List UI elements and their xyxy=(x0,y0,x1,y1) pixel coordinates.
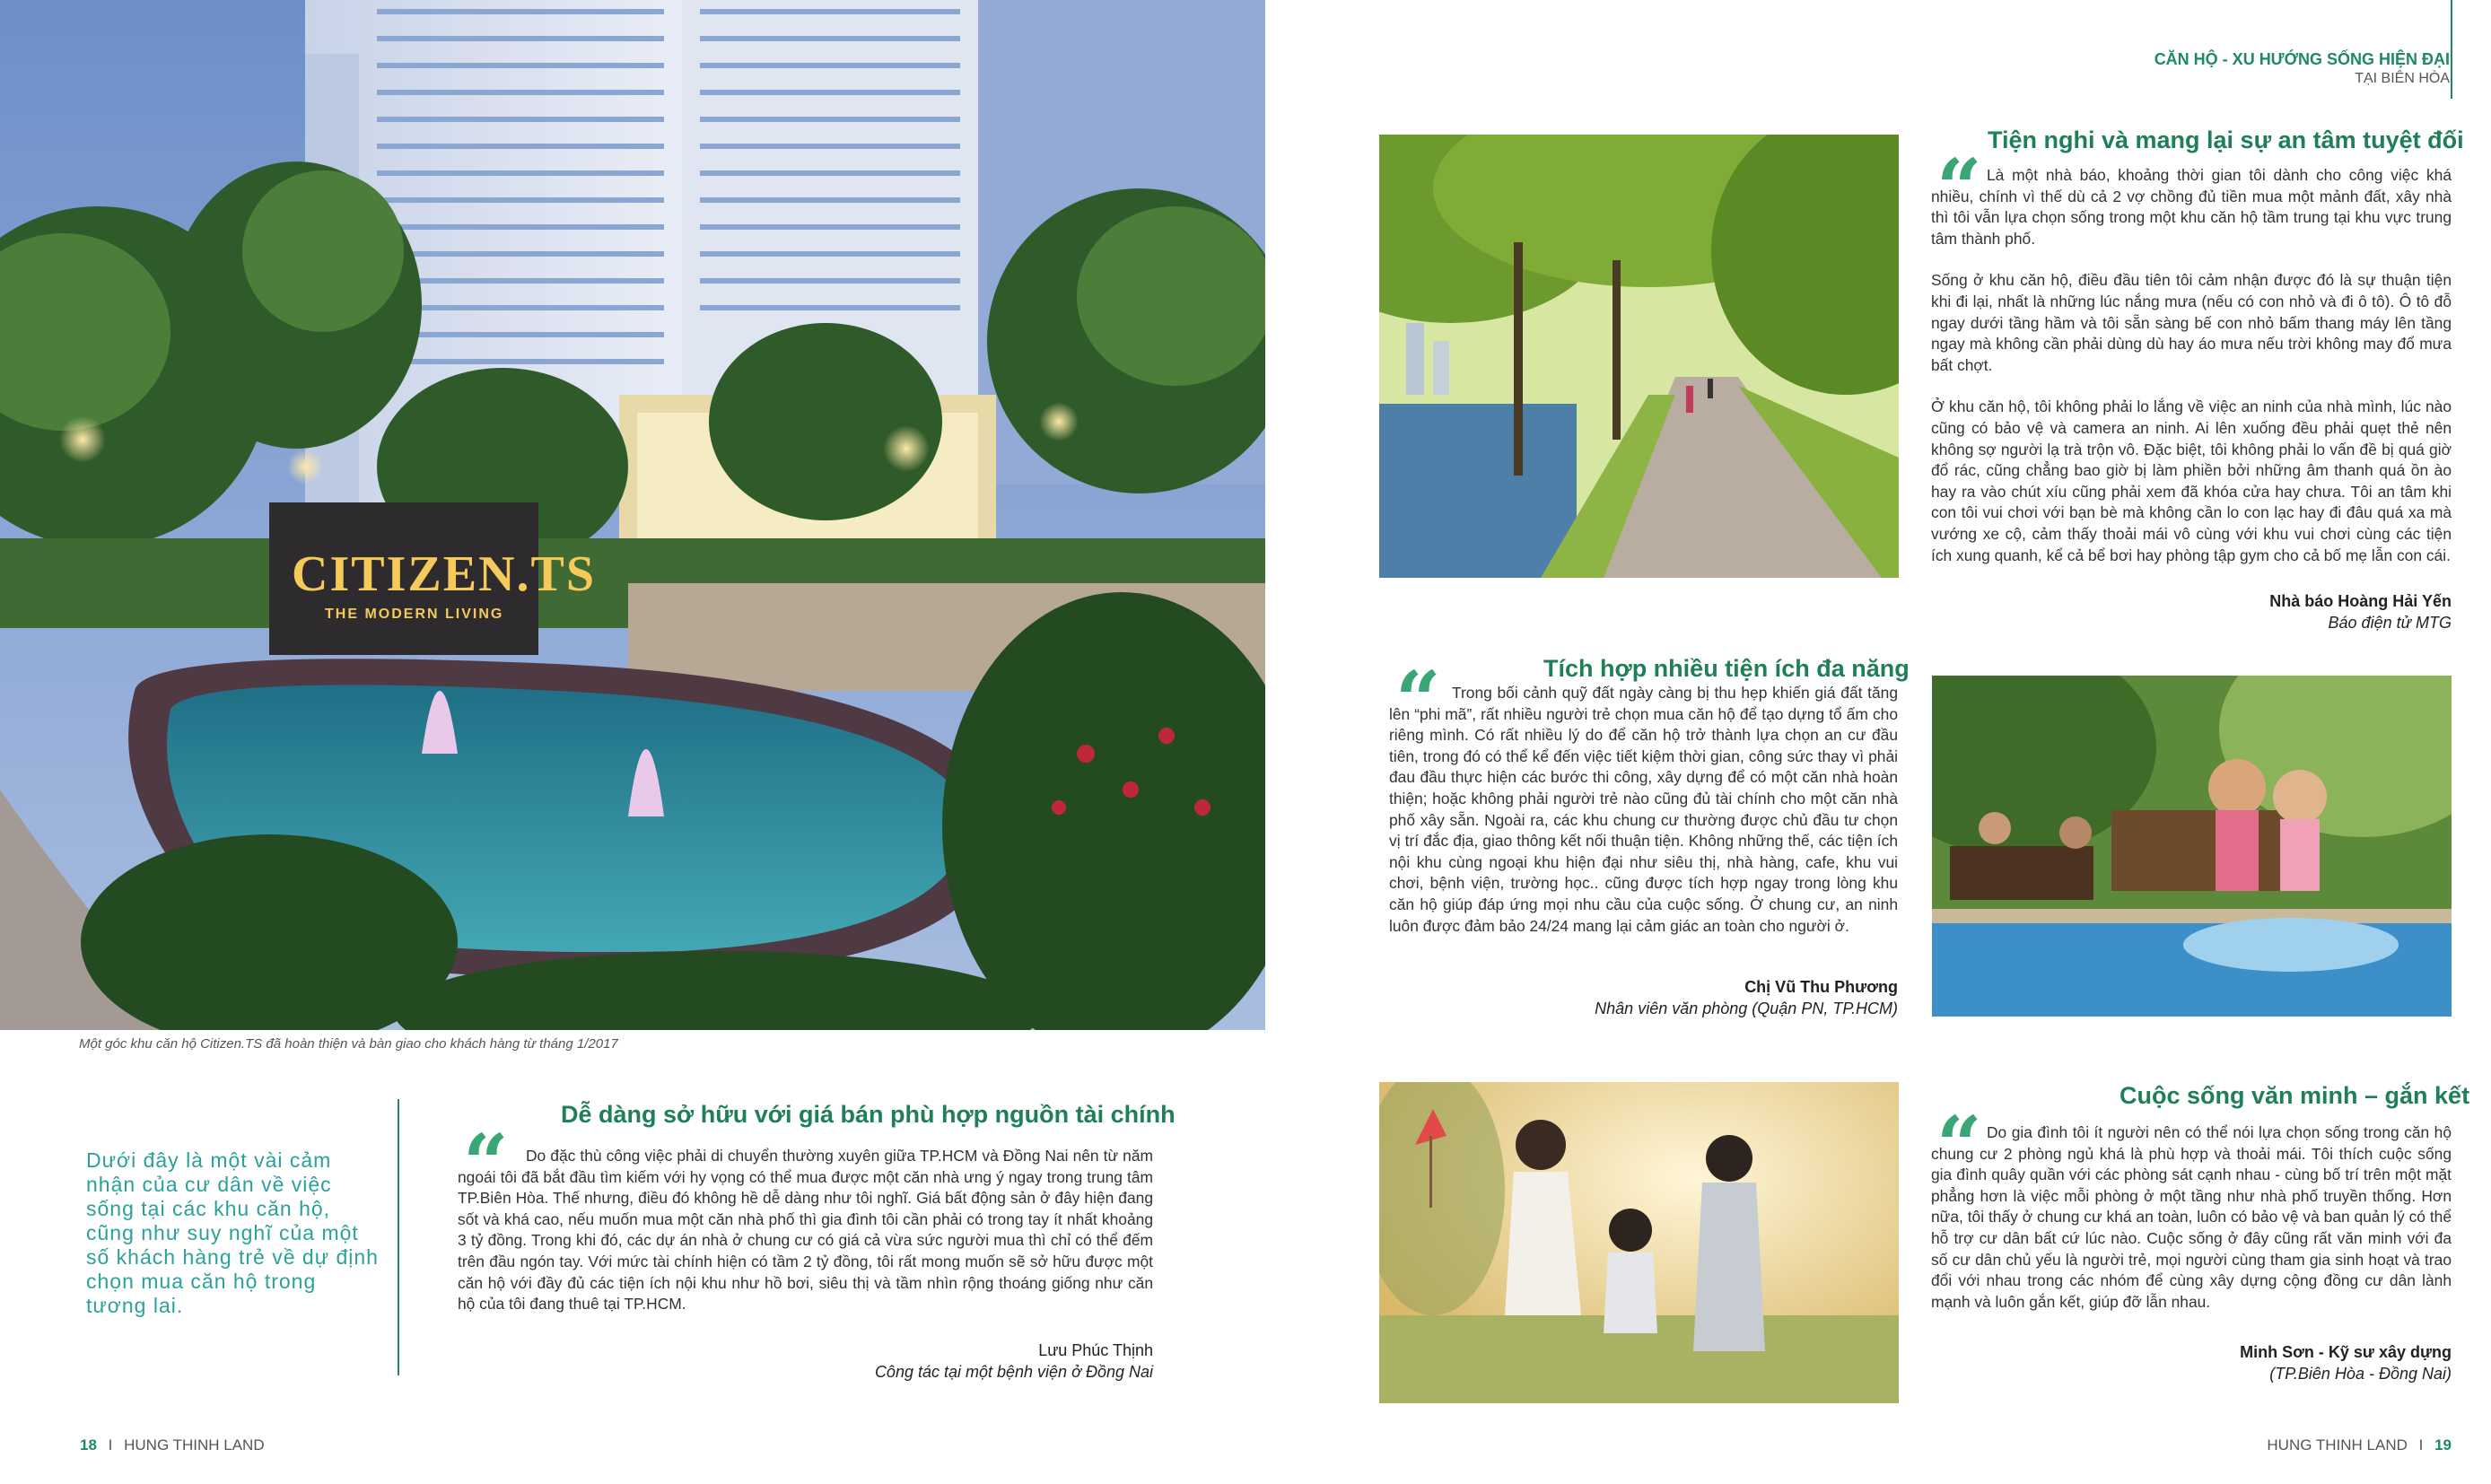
article4-author xyxy=(2019,1341,2452,1384)
footer-right-separator: I xyxy=(2418,1436,2424,1453)
article1-body xyxy=(458,1146,1153,1336)
intro-text: Dưới đây là một vài cảm nhận của cư dân về việc sống tại các khu căn hộ, cũng như suy nghĩ của một số khách hàng trẻ về dự định chọn mua căn hộ trong tương lai. xyxy=(86,1148,379,1317)
hero-photo xyxy=(0,0,1265,1030)
article1-quote-icon: “ xyxy=(463,1116,509,1209)
footer-left xyxy=(80,1436,265,1454)
article3-quote-icon: “ xyxy=(1395,653,1441,746)
footer-left-separator: I xyxy=(108,1436,113,1453)
article2-author-role: Báo điện tử MTG xyxy=(2328,614,2452,632)
article2-heading: Tiện nghi và mang lại sự an tâm tuyệt đối xyxy=(1988,127,2464,153)
article3-body xyxy=(1389,683,1898,957)
article1-author xyxy=(709,1340,1153,1383)
article4-quote-icon: “ xyxy=(1936,1098,1982,1192)
article2-paragraph-1: Là một nhà báo, khoảng thời gian tôi dành cho công việc khá nhiều, chính vì thế dù cả 2 vợ chồng đủ tiền mua một mảnh đất, xây nhà thì tôi vẫn lựa chọn sống trong một khu căn hộ tầm trung tại khu vực trung tâm thành phố. xyxy=(1931,166,2452,248)
article2-paragraph-3: Ở khu căn hộ, tôi không phải lo lắng về việc an ninh của nhà mình, lúc nào cũng có bảo vệ và camera an ninh. Ai lên xuống đều phải quẹt thẻ nên không sợ người lạ trà trộn vô. Đặc biệt, tôi không phải lo vấn đề bị quá giờ đổ rác, cũng chẳng bao giờ bị làm phiền bởi những âm thanh quá ồn ào hay ra vào chút xíu cũng phải xem đã khóa cửa hay chưa. Tôi an tâm khi con tôi vui chơi với bạn bè mà không cần lo con lạc hay đi đâu quá xa mà vướng xe cộ, cảm thấy thoải mái vô cùng với khu vui chơi cùng các tiện ích xung quanh, kể cả bể bơi hay phòng tập gym cho cả bố mẹ lẫn con cái. xyxy=(1931,397,2452,564)
hero-sign-subtext: THE MODERN LIVING xyxy=(325,607,504,622)
header-title: CĂN HỘ - XU HƯỚNG SỐNG HIỆN ĐẠI xyxy=(2154,50,2450,68)
article3-author xyxy=(1472,976,1898,1019)
article4-body xyxy=(1931,1122,2452,1333)
footer-left-page: 18 xyxy=(80,1436,97,1453)
article1-paragraph: Do đặc thù công việc phải di chuyển thường xuyên giữa TP.HCM và Đồng Nai nên từ năm ngoái tôi đã bắt đầu tìm kiếm với hy vọng có thể mua được một căn nhà ưng ý ngay trong trung tâm TP.Biên Hòa. Thế nhưng, điều đó không hề dễ dàng như tôi nghĩ. Giá bất động sản ở đây hiện đang sốt và khá cao, nếu muốn mua một căn nhà phố thì gia đình tôi cần phải có trong tay ít nhất khoảng 3 tỷ đồng. Trong khi đó, các dự án nhà ở chung cư có giá cả vừa sức người mua thì chỉ có thể đếm trên đầu ngón tay. Với mức tài chính hiện có tầm 2 tỷ đồng, tôi rất mong muốn sẽ sở hữu được một căn hộ với đầy đủ các tiện ích nội khu như hồ bơi, siêu thị và tầm nhìn rộng thoáng giống như căn hộ của tôi đang thuê tại TP.HCM. xyxy=(458,1147,1153,1314)
article1-author-role: Công tác tại một bệnh viện ở Đồng Nai xyxy=(874,1363,1153,1381)
article4-author-role: (TP.Biên Hòa - Đồng Nai) xyxy=(2269,1365,2452,1383)
article2-paragraph-2: Sống ở khu căn hộ, điều đầu tiên tôi cảm nhận được đó là sự thuận tiện khi đi lại, nhất là những lúc nắng mưa (nếu có con nhỏ và đi ô tô). Ô tô đỗ ngay dưới tầng hầm và tôi sẵn sàng bế con nhỏ bấm thang máy lên tầng ngay mà không cần phải dùng dù hay áo mưa nếu trời không may đổ mưa bất chợt. xyxy=(1931,271,2452,374)
article2-author xyxy=(2019,590,2452,633)
footer-right xyxy=(2267,1436,2452,1454)
article2-body xyxy=(1931,165,2452,587)
article1-author-name: Lưu Phúc Thịnh xyxy=(1038,1341,1153,1359)
family-photo xyxy=(1379,1082,1899,1403)
footer-left-brand: HUNG THINH LAND xyxy=(124,1436,265,1453)
article3-paragraph: Trong bối cảnh quỹ đất ngày càng bị thu hẹp khiến giá đất tăng lên “phi mã”, rất nhiều người trẻ chọn mua căn hộ để tạo dựng tổ ấm cho riêng mình. Có rất nhiều lý do để căn hộ trở thành lựa chọn an cư đầu tiên, trong đó có thể kể đến việc tiết kiệm thời gian, công sức thay vì phải đau đầu thực hiện các bước thi công, xây dựng để có một căn nhà hoàn thiện; hoặc không phải người trẻ nào cũng đủ tài chính cho một căn nhà phố xây sẵn. Ngoài ra, các khu chung cư thường được chủ đầu tư chọn vị trí đắc địa, giao thông kết nối thuận tiện. Không những thế, các tiện ích nội khu cùng ngoại khu hiện đại như siêu thị, nhà hàng, cafe, khu vui chơi, bệnh viện, trường học.. cũng được tích hợp ngay trong lòng khu căn hộ giúp đáp ứng mọi nhu cầu của cuộc sống. Ở chung cư, an ninh luôn được đảm bảo 24/24 mang lại cảm giác an toàn cho người ở. xyxy=(1389,684,1898,935)
article3-author-role: Nhân viên văn phòng (Quận PN, TP.HCM) xyxy=(1595,1000,1898,1017)
article3-author-name: Chị Vũ Thu Phương xyxy=(1744,978,1898,996)
article4-author-name: Minh Sơn - Kỹ sư xây dựng xyxy=(2240,1343,2452,1361)
footer-right-brand: HUNG THINH LAND xyxy=(2267,1436,2408,1453)
footer-right-page: 19 xyxy=(2434,1436,2452,1453)
article3-heading: Tích hợp nhiều tiện ích đa năng xyxy=(1543,655,1910,682)
pool-kids-photo xyxy=(1932,676,2452,1017)
header-subtitle: TẠI BIÊN HÒA xyxy=(2355,71,2450,86)
park-photo xyxy=(1379,135,1899,578)
intro-divider xyxy=(398,1099,399,1375)
header-divider xyxy=(2451,0,2452,99)
hero-caption: Một góc khu căn hộ Citizen.TS đã hoàn thiện và bàn giao cho khách hàng từ tháng 1/2017 xyxy=(79,1036,618,1052)
article4-paragraph: Do gia đình tôi ít người nên có thể nói lựa chọn sống trong căn hộ chung cư 2 phòng ngủ khá là phù hợp và thoải mái. Tôi thích cuộc sống gia đình quây quần với các phòng sát cạnh nhau - cùng bố trí trên một mặt phẳng hơn là việc mỗi phòng ở một tầng như nhà phố truyền thống. Hơn nữa, tôi thấy ở chung cư khá an toàn, luôn có bảo vệ và ban quản lý có thể hỗ trợ cư dân bất cứ lúc nào. Cuộc sống ở đây cũng rất văn minh với đa số cư dân chủ yếu là người trẻ, mọi người cùng tham gia sinh hoạt và trao đổi với nhau trong các nhóm để cùng xây dựng cộng đồng cư dân lành mạnh và luôn gắn kết, giúp đỡ lẫn nhau. xyxy=(1931,1123,2452,1311)
article4-heading: Cuộc sống văn minh – gắn kết xyxy=(2120,1082,2470,1109)
hero-sign-text: CITIZEN.TS xyxy=(292,546,597,602)
article2-quote-icon: “ xyxy=(1936,141,1982,234)
article1-heading: Dễ dàng sở hữu với giá bán phù hợp nguồn tài chính xyxy=(561,1101,1176,1128)
article2-author-name: Nhà báo Hoàng Hải Yến xyxy=(2269,592,2452,610)
